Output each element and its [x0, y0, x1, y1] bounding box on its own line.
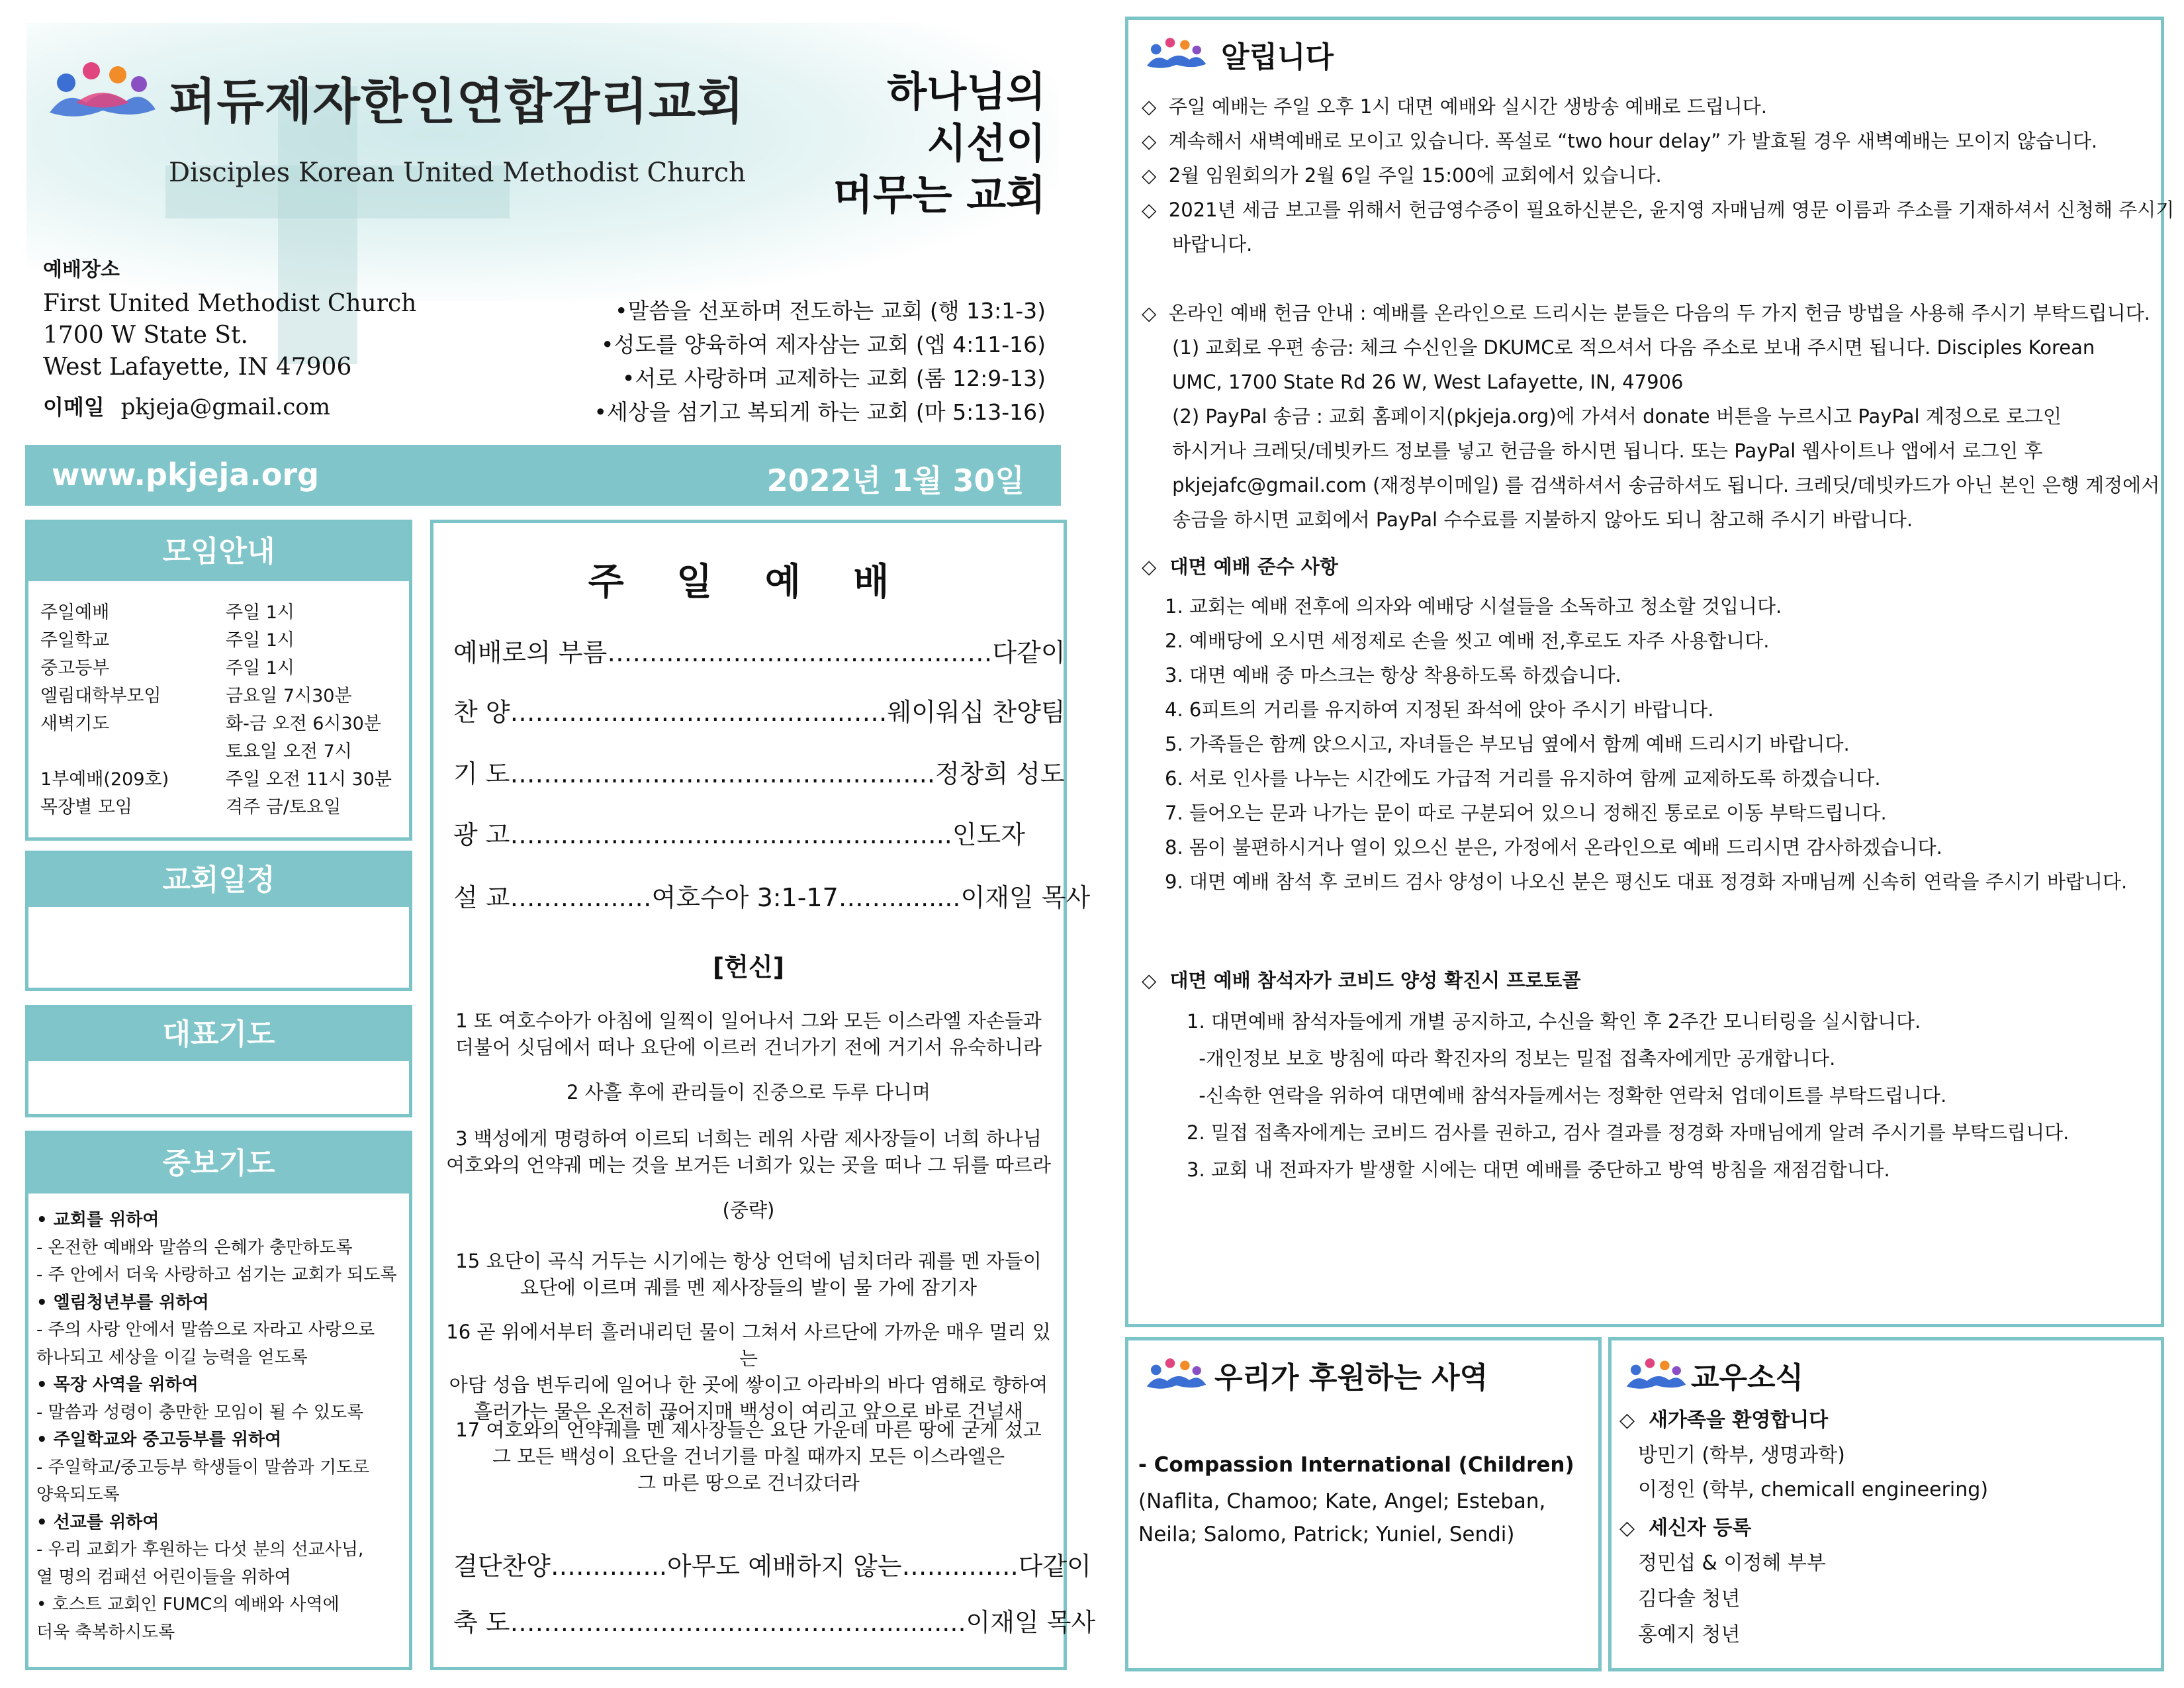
scripture-verse: 3 백성에게 명령하여 이르되 너희는 레위 사람 제사장들이 너희 하나님 여호와의 언약궤 메는 것을 보거든 너희가 있는 곳을 떠나 그 뒤를 따르라 [446, 1127, 1051, 1176]
bulletin-date: 2022년 1월 30일 [766, 463, 1024, 498]
covid-rule: 3. 대면 예배 중 마스크는 항상 착용하도록 하겠습니다. [1165, 664, 1621, 686]
meeting-row: 목장별 모임 격주 금/토요일 [40, 797, 341, 818]
intercession-line: - 주일학교/중고등부 학생들이 말씀과 기도로 [36, 1457, 370, 1477]
worship-order-item: 광 고…………………………..……….………..인도자 [453, 820, 1026, 849]
motto-line: 시선이 [927, 119, 1046, 167]
worship-order-item: 찬 양………………………………………웨이워십 찬양팀 [453, 698, 1066, 727]
covid-rule: 5. 가족들은 함께 앉으시고, 자녀들은 부모님 옆에서 함께 예배 드리시기 바랍니다. [1165, 733, 1850, 755]
protocol-title: ◇ 대면 예배 참석자가 코비드 양성 확진시 프로토콜 [1142, 969, 1581, 992]
worship-order-item: 설 교…………..…여호수아 3:1-17…….........이재일 목사 [453, 883, 1091, 912]
welcome-title: ◇ 새가족을 환영합니다 [1619, 1409, 1829, 1432]
notice-item: ◇ 계속해서 새벽예배로 모이고 있습니다. 폭설로 “two hour delay” 가 발효될 경우 새벽예배는 모이지 않습니다. [1142, 130, 2098, 152]
protocol-item: -신속한 연락을 위하여 대면예배 참석자들께서는 정확한 연락처 업데이트를 부탁드립니다. [1187, 1084, 1947, 1107]
meeting-row: 엘림대학부모임 금요일 7시30분 [40, 686, 352, 706]
intercession-line: - 우리 교회가 후원하는 다섯 분의 선교사님, [36, 1540, 364, 1560]
email-label: 이메일 [43, 395, 105, 420]
covid-rule: 4. 6피트의 거리를 유지하여 지정된 좌석에 앉아 주시기 바랍니다. [1165, 698, 1714, 721]
notice-item: 바랍니다. [1142, 233, 1253, 256]
website-date-bar [25, 445, 1061, 506]
notices-box [1125, 17, 2175, 1327]
intercession-list [36, 1207, 404, 1646]
mission-statements [516, 294, 1046, 429]
scripture-verse: 2 사흘 후에 관리들이 진중으로 두루 다니며 [567, 1081, 931, 1103]
notices-list [1142, 89, 2175, 537]
protocol-item: 2. 밀접 접촉자에게는 코비드 검사를 권하고, 검사 결과를 정경화 자매님에게 알려 주시기를 부탁드립니다. [1187, 1121, 2070, 1144]
fellowship-logo-icon [1625, 1354, 1688, 1393]
website-link[interactable]: www.pkjeja.org [52, 457, 320, 492]
register-list [1638, 1546, 1826, 1653]
intercession-line: • 선교를 위하여 [36, 1512, 159, 1532]
motto-line: 하나님의 [887, 68, 1046, 116]
covid-rules-list [1165, 589, 2148, 899]
intercession-line: • 목장 사역을 위하여 [36, 1375, 199, 1395]
worship-place-label: 예배장소 [43, 258, 120, 281]
intercession-line: - 온전한 예배와 말씀의 은혜가 충만하도록 [36, 1237, 353, 1258]
register-item: 김다솔 청년 [1638, 1587, 1741, 1611]
ministry-title: 우리가 후원하는 사역 [1214, 1361, 1488, 1395]
welcome-list [1638, 1438, 1988, 1507]
address-line: West Lafayette, IN 47906 [43, 353, 352, 381]
address-line: First United Methodist Church [43, 290, 417, 317]
notice-item: ◇ 2021년 세금 보고를 위해서 헌금영수증이 필요하신분은, 윤지영 자매님께 영문 이름과 주소를 기재하셔서 신청해 주시기 [1142, 199, 2175, 221]
email-link[interactable]: pkjeja@gmail.com [120, 394, 330, 420]
ministry-children [1138, 1485, 1545, 1551]
motto-line: 머무는 교회 [833, 171, 1046, 219]
church-motto [827, 66, 1046, 221]
notice-item: ◇ 온라인 예배 헌금 안내 : 예배를 온라인으로 드리시는 분들은 다음의 두 가지 헌금 방법을 사용해 주시기 부탁드립니다. [1142, 302, 2150, 324]
register-title: ◇ 세신자 등록 [1619, 1517, 1752, 1540]
covid-rules-title: ◇ 대면 예배 준수 사항 [1142, 555, 1338, 578]
mission-item: •성도를 양육하여 제자삼는 교회 (엡 4:11-16) [601, 332, 1046, 357]
notice-item: ◇ 주일 예배는 주일 오후 1시 대면 예배와 실시간 생방송 예배로 드립니다. [1142, 95, 1767, 118]
mission-item: •서로 사랑하며 교제하는 교회 (롬 12:9-13) [621, 365, 1046, 391]
intercession-line: 열 명의 컴패션 어린이들을 위하여 [36, 1567, 291, 1587]
scripture-verse: 15 요단이 곡식 거두는 시기에는 항상 언덕에 넘치더라 궤를 멘 자들이 요단에 이르며 궤를 멘 제사장들의 발이 물 가에 잠기자 [455, 1250, 1042, 1299]
meeting-row: 중고등부 주일 1시 [40, 658, 295, 679]
fellowship-title: 교우소식 [1691, 1361, 1804, 1395]
church-name-english: Disciples Korean United Methodist Church [169, 158, 746, 188]
intercession-line: • 엘림청년부를 위하여 [36, 1292, 209, 1313]
worship-closing-item: 축 도……………..………………………...........이재일 목사 [453, 1608, 1096, 1637]
intercession-line: • 호스트 교회인 FUMC의 예배와 사역에 [36, 1595, 340, 1615]
notice-item: UMC, 1700 State Rd 26 W, West Lafayette, IN, 47906 [1142, 371, 1684, 393]
covid-rule: 7. 들어오는 문과 나가는 문이 따로 구분되어 있으니 정해진 통로로 이동 부탁드립니다. [1165, 802, 1887, 824]
rep-prayer-box [25, 1005, 412, 1117]
register-item: 정민섭 & 이정혜 부부 [1638, 1552, 1826, 1575]
notice-logo-icon [1145, 33, 1208, 73]
scripture-omission: (중략) [722, 1199, 775, 1221]
meetings-box [25, 520, 412, 841]
notice-item [1142, 261, 2148, 296]
intercession-box [25, 1131, 412, 1670]
protocol-item: 1. 대면예배 참석자들에게 개별 공지하고, 수신을 확인 후 2주간 모니터링을 실시합니다. [1187, 1010, 1921, 1033]
meeting-row: 주일학교 주일 1시 [40, 630, 295, 651]
worship-order-item: 예배로의 부름………………………………….……다같이 [453, 638, 1066, 667]
protocol-list [1187, 1003, 2148, 1188]
worship-order-item: 기 도………….……………….……….……...정창희 성도 [453, 759, 1065, 788]
email-row [43, 391, 330, 421]
meetings-title: 모임안내 [28, 523, 409, 581]
intercession-line: 양육되도록 [36, 1485, 120, 1505]
ministry-box [1125, 1337, 1602, 1671]
ministry-line: (Naflita, Chamoo; Kate, Angel; Esteban, [1138, 1489, 1546, 1513]
ministry-head: - Compassion International (Children) [1138, 1453, 1574, 1477]
ministry-logo-icon [1145, 1354, 1208, 1393]
meeting-row: 새벽기도 화-금 오전 6시30분 [40, 714, 381, 734]
covid-rule: 2. 예배당에 오시면 세정제로 손을 씻고 예배 전,후로도 자주 사용합니다. [1165, 630, 1770, 652]
scripture-verse: 1 또 여호수아가 아침에 일찍이 일어나서 그와 모든 이스라엘 자손들과 더불어 싯딤에서 떠나 요단에 이르러 건너가기 전에 거기서 유숙하니라 [455, 1009, 1042, 1058]
notice-item: 송금을 하시면 교회에서 PayPal 수수료를 지불하지 않아도 되니 참고해 주시기 바랍니다. [1142, 508, 1913, 531]
intercession-line: 하나되고 세상을 이길 능력을 얻도록 [36, 1347, 308, 1368]
address-line: 1700 W State St. [43, 322, 248, 349]
intercession-line: - 주 안에서 더욱 사랑하고 섬기는 교회가 되도록 [36, 1265, 397, 1285]
welcome-item: 이정인 (학부, chemicall engineering) [1638, 1478, 1989, 1501]
notices-title: 알립니다 [1221, 40, 1334, 74]
fellowship-box [1608, 1337, 2164, 1671]
meeting-row: 토요일 오전 7시 [226, 741, 352, 762]
welcome-item: 방민기 (학부, 생명과학) [1638, 1444, 1845, 1467]
worship-title: 주 일 예 배 [588, 561, 909, 604]
ministry-line: Neila; Salomo, Patrick; Yuniel, Sendi) [1138, 1523, 1515, 1546]
worship-closing-item: 결단찬양…………..아무도 예배하지 않는…….…….다같이 [453, 1552, 1091, 1581]
covid-rule: 1. 교회는 예배 전후에 의자와 예배당 시설들을 소독하고 청소할 것입니다. [1165, 595, 1782, 618]
notice-item: 하시거나 크레딧/데빗카드 정보를 넣고 헌금을 하시면 됩니다. 또는 PayPal 웹사이트나 앱에서 로그인 후 [1142, 440, 2043, 462]
offering-title: [헌신] [712, 953, 785, 982]
mission-item: •세상을 섬기고 복되게 하는 교회 (마 5:13-16) [594, 399, 1046, 425]
intercession-line: - 말씀과 성령이 충만한 모임이 될 수 있도록 [36, 1402, 364, 1423]
meeting-row: 1부예배(209호) 주일 오전 11시 30분 [40, 769, 392, 790]
protocol-item: -개인정보 보호 방침에 따라 확진자의 정보는 밀접 접촉자에게만 공개합니다. [1187, 1047, 1836, 1070]
schedule-title: 교회일정 [28, 854, 409, 907]
covid-rule: 6. 서로 인사를 나누는 시간에도 가급적 거리를 유지하여 함께 교제하도록 하겠습니다. [1165, 767, 1881, 790]
notice-item: pkjejafc@gmail.com (재정부이메일) 를 검색하셔서 송금하셔도 됩니다. 크레딧/데빗카드가 아닌 본인 은행 계정에서 [1142, 474, 2160, 496]
protocol-item: 3. 교회 내 전파자가 발생할 시에는 대면 예배를 중단하고 방역 방침을 재점검합니다. [1187, 1158, 1890, 1181]
church-address [43, 288, 416, 383]
covid-rule: 9. 대면 예배 참석 후 코비드 검사 양성이 나오신 분은 평신도 대표 정경화 자매님께 신속히 연락을 주시기 바랍니다. [1165, 870, 2128, 893]
intercession-line: 더욱 축복하시도록 [36, 1622, 175, 1642]
schedule-box [25, 851, 412, 991]
rep-prayer-title: 대표기도 [28, 1008, 409, 1061]
intercession-line: - 주의 사랑 안에서 말씀으로 자라고 사랑으로 [36, 1320, 375, 1340]
intercession-line: • 주일학교와 중고등부를 위하여 [36, 1430, 282, 1450]
notice-item: (1) 교회로 우편 송금: 체크 수신인을 DKUMC로 적으셔서 다음 주소로 보내 주시면 됩니다. Disciples Korean [1142, 336, 2095, 359]
notice-item: ◇ 2월 임원회의가 2월 6일 주일 15:00에 교회에서 있습니다. [1142, 164, 1662, 187]
meeting-row: 주일예배 주일 1시 [40, 602, 295, 623]
register-item: 홍예지 청년 [1638, 1623, 1741, 1646]
mission-item: •말씀을 선포하며 전도하는 교회 (행 13:1-3) [615, 298, 1046, 324]
meetings-list [40, 599, 392, 821]
covid-rule: 8. 몸이 불편하시거나 열이 있으신 분은, 가정에서 온라인으로 예배 드리시면 감사하겠습니다. [1165, 836, 1942, 859]
intercession-title: 중보기도 [28, 1134, 409, 1194]
church-name-korean: 퍼듀제자한인연합감리교회 [169, 73, 745, 130]
scripture-verse: 17 여호와의 언약궤를 멘 제사장들은 요단 가운데 마른 땅에 굳게 섰고 그 모든 백성이 요단을 건너기를 마칠 때까지 모든 이스라엘은 그 마른 땅으로 건너갔더라 [455, 1419, 1042, 1494]
worship-order-box [430, 520, 1096, 1670]
intercession-line: • 교회를 위하여 [36, 1210, 159, 1230]
notice-item: (2) PayPal 송금 : 교회 홈페이지(pkjeja.org)에 가셔서 donate 버튼을 누르시고 PayPal 계정으로 로그인 [1142, 405, 2062, 428]
scripture-verse: 16 곧 위에서부터 흘러내리던 물이 그쳐서 사르단에 가까운 매우 멀리 있는 아담 성읍 변두리에 일어나 한 곳에 쌓이고 아라바의 바다 염해로 향하여 흘러가는 물은 온전히 끊어지매 백성이 여리고 앞으로 바로 건널새 [446, 1321, 1051, 1423]
church-logo-icon [46, 56, 159, 122]
